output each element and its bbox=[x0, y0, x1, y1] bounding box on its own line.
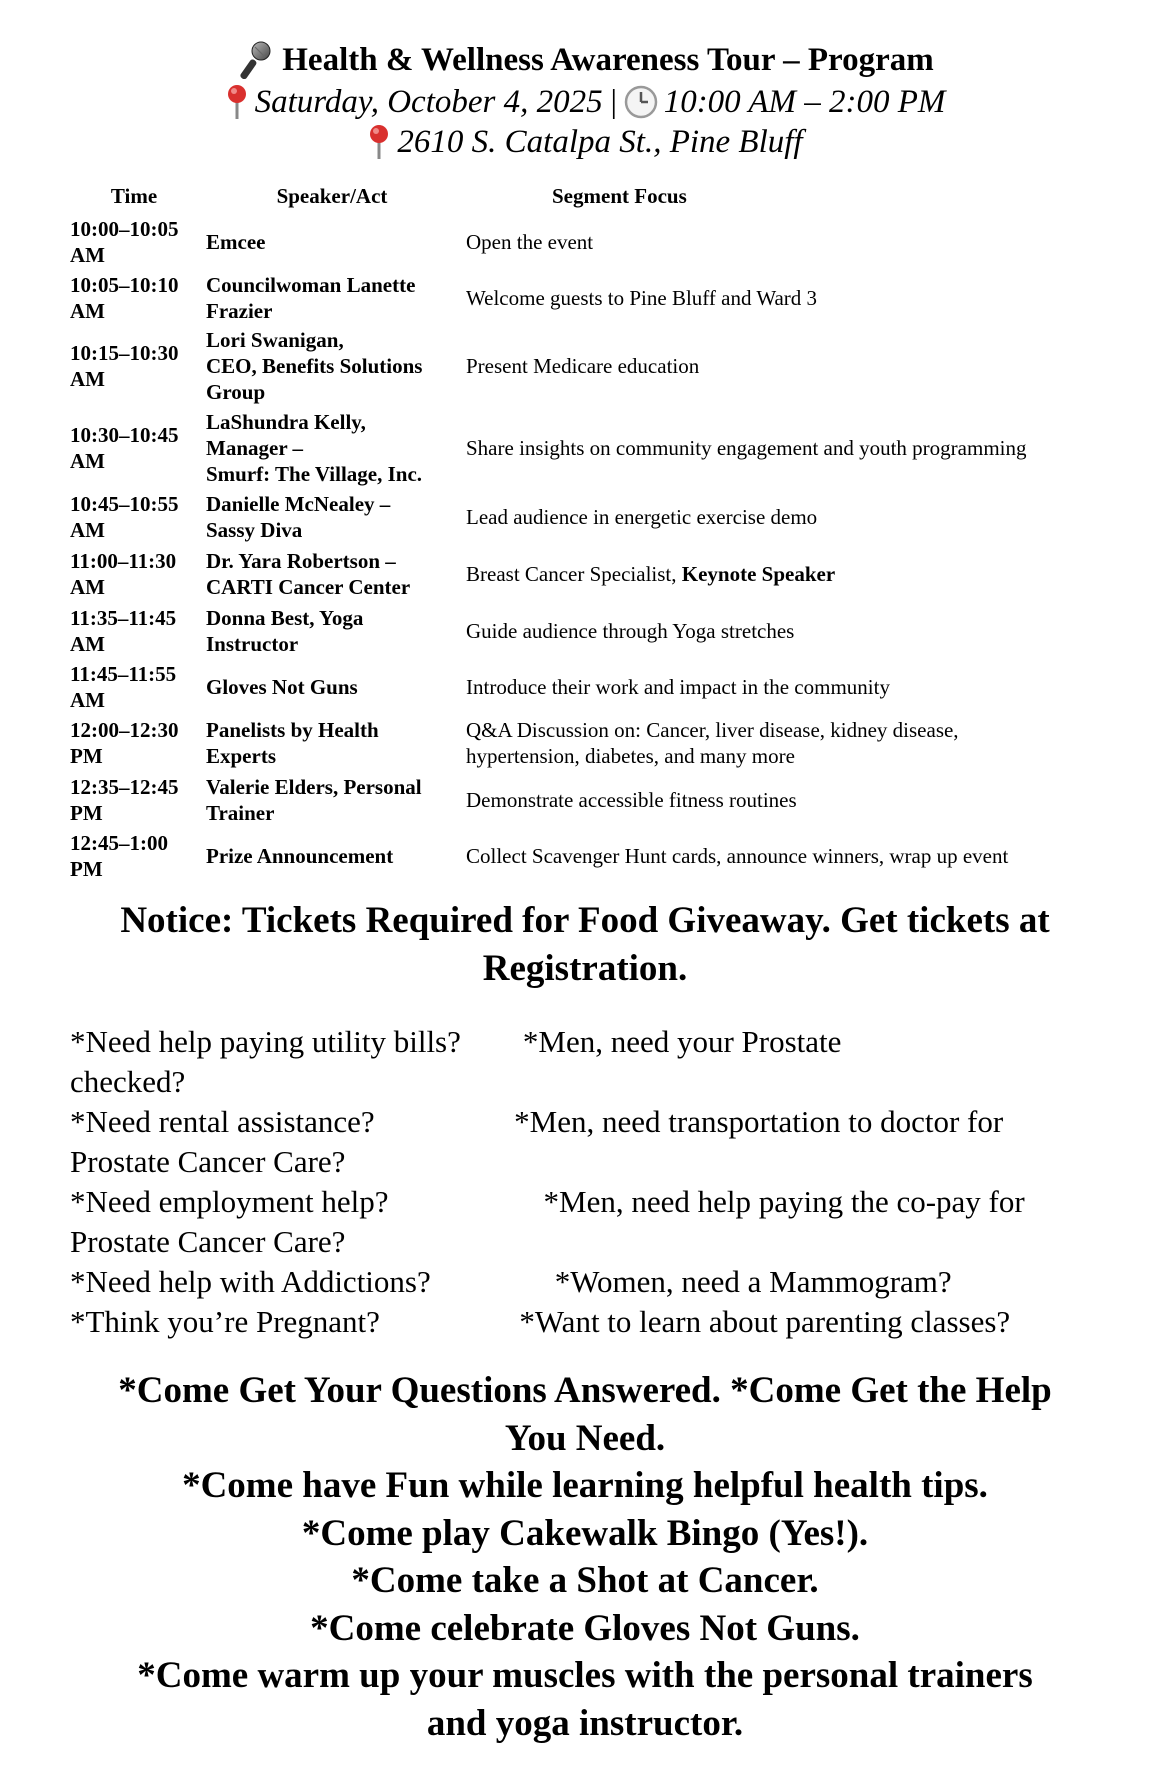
cta-line: *Come have Fun while learning helpful health tips. bbox=[182, 1465, 988, 1506]
focus-cell bbox=[462, 771, 1110, 828]
speaker-cell bbox=[202, 771, 462, 828]
table-header-row bbox=[66, 182, 1110, 214]
table-row bbox=[66, 715, 1110, 771]
services-line: *Need employment help? *Men, need help paying the co-pay for bbox=[70, 1184, 1025, 1219]
table-row bbox=[66, 828, 1110, 883]
speaker-cell-line: CEO, Benefits Solutions bbox=[206, 354, 423, 378]
speaker-cell bbox=[202, 325, 462, 407]
food-giveaway-notice bbox=[60, 897, 1110, 993]
pushpin-icon bbox=[367, 123, 391, 161]
focus-text: Breast Cancer Specialist, bbox=[466, 561, 682, 586]
time-cell bbox=[66, 489, 202, 545]
services-line: *Need help paying utility bills? *Men, need your Prostate bbox=[70, 1024, 842, 1059]
time-cell-line: AM bbox=[70, 298, 105, 323]
time-cell-line: 10:00–10:05 bbox=[70, 217, 179, 241]
time-cell-line: PM bbox=[70, 856, 103, 881]
speaker-cell-line: Lori Swanigan, bbox=[206, 328, 344, 352]
table-row bbox=[66, 325, 1110, 407]
keynote-label: Keynote Speaker bbox=[681, 561, 836, 586]
table-row bbox=[66, 489, 1110, 545]
services-line: Prostate Cancer Care? bbox=[70, 1144, 346, 1179]
time-cell bbox=[66, 214, 202, 270]
speaker-cell bbox=[202, 270, 462, 325]
time-cell-line: 10:15–10:30 bbox=[70, 341, 179, 365]
time-cell-line: AM bbox=[70, 574, 105, 599]
title-text: Health & Wellness Awareness Tour – Program bbox=[282, 42, 934, 78]
speaker-cell-line: LaShundra Kelly, bbox=[206, 410, 366, 434]
focus-cell bbox=[462, 715, 1110, 771]
focus-cell-line: Lead audience in energetic exercise demo bbox=[466, 505, 818, 529]
speaker-cell-line: Group bbox=[206, 380, 266, 404]
time-cell bbox=[66, 270, 202, 325]
flyer-header bbox=[0, 38, 1170, 162]
services-line: Prostate Cancer Care? bbox=[70, 1224, 346, 1259]
focus-cell-line: Open the event bbox=[466, 230, 594, 254]
focus-cell bbox=[462, 270, 1110, 325]
table-row bbox=[66, 659, 1110, 715]
speaker-cell bbox=[202, 407, 462, 489]
focus-cell-line: Share insights on community engagement and youth programming bbox=[466, 436, 1027, 460]
speaker-cell bbox=[202, 828, 462, 883]
speaker-cell-line: Danielle McNealey – bbox=[206, 492, 391, 516]
focus-cell-line: Collect Scavenger Hunt cards, announce winners, wrap up event bbox=[466, 843, 1009, 868]
focus-cell-line: Q&A Discussion on: Cancer, liver disease, kidney disease, bbox=[466, 718, 959, 742]
cta-line: *Come warm up your muscles with the personal trainers bbox=[137, 1655, 1033, 1696]
focus-cell-line: Present Medicare education bbox=[466, 354, 700, 378]
time-cell-line: 11:45–11:55 bbox=[70, 662, 177, 686]
focus-cell bbox=[462, 545, 1110, 602]
cta-line: *Come celebrate Gloves Not Guns. bbox=[310, 1607, 860, 1649]
speaker-cell-line: Emcee bbox=[206, 230, 266, 254]
program-table bbox=[66, 182, 1110, 883]
time-cell bbox=[66, 659, 202, 715]
speaker-cell bbox=[202, 659, 462, 715]
focus-cell-line: hypertension, diabetes, and many more bbox=[466, 744, 795, 768]
speaker-cell bbox=[202, 602, 462, 659]
time-cell-line: 12:35–12:45 bbox=[70, 774, 179, 799]
clock-icon bbox=[624, 85, 658, 119]
focus-cell-line: Demonstrate accessible fitness routines bbox=[466, 787, 797, 812]
address-line bbox=[0, 122, 1170, 162]
speaker-cell-line: Manager – bbox=[206, 436, 304, 460]
call-to-action bbox=[60, 1367, 1110, 1747]
services-list bbox=[70, 1022, 1120, 1342]
cta-line: *Come Get Your Questions Answered. *Come Get the Help bbox=[118, 1370, 1052, 1411]
speaker-cell-line: Gloves Not Guns bbox=[206, 675, 358, 699]
pushpin-icon bbox=[225, 83, 249, 121]
speaker-cell bbox=[202, 715, 462, 771]
speaker-cell-line: Valerie Elders, Personal bbox=[206, 774, 422, 799]
event-date: Saturday, October 4, 2025 bbox=[254, 84, 603, 120]
speaker-cell-line: Prize Announcement bbox=[206, 843, 394, 868]
focus-cell bbox=[462, 214, 1110, 270]
time-cell-line: AM bbox=[70, 243, 105, 267]
focus-cell-line: Introduce their work and impact in the community bbox=[466, 675, 890, 699]
services-line: *Need rental assistance? *Men, need transportation to doctor for bbox=[70, 1104, 1004, 1139]
event-time: 10:00 AM – 2:00 PM bbox=[663, 84, 946, 120]
focus-cell bbox=[462, 407, 1110, 489]
speaker-cell-line: Dr. Yara Robertson – bbox=[206, 548, 396, 573]
speaker-cell-line: Instructor bbox=[206, 631, 299, 656]
speaker-cell-line: Experts bbox=[206, 744, 276, 768]
services-line: checked? bbox=[70, 1064, 186, 1099]
column-header-focus: Segment Focus bbox=[552, 184, 687, 208]
focus-cell-line bbox=[466, 561, 1106, 587]
table-row bbox=[66, 602, 1110, 659]
speaker-cell bbox=[202, 214, 462, 270]
time-cell-line: PM bbox=[70, 800, 103, 825]
time-cell bbox=[66, 602, 202, 659]
column-header-time: Time bbox=[110, 184, 158, 208]
time-cell-line: PM bbox=[70, 744, 103, 768]
time-cell bbox=[66, 407, 202, 489]
time-cell bbox=[66, 715, 202, 771]
speaker-cell-line: Trainer bbox=[206, 800, 275, 825]
services-line: *Need help with Addictions? *Women, need a Mammogram? bbox=[70, 1264, 952, 1299]
speaker-cell-line: Frazier bbox=[206, 298, 273, 323]
focus-cell-line: Guide audience through Yoga stretches bbox=[466, 618, 795, 643]
time-cell-line: 12:00–12:30 bbox=[70, 718, 179, 742]
table-row bbox=[66, 270, 1110, 325]
cta-line: and yoga instructor. bbox=[426, 1702, 744, 1744]
notice-line: Notice: Tickets Required for Food Giveaway. Get tickets at bbox=[120, 900, 1050, 941]
time-cell-line: 10:05–10:10 bbox=[70, 272, 179, 297]
page-title bbox=[0, 38, 1170, 82]
time-cell-line: AM bbox=[70, 631, 105, 656]
column-header-speaker: Speaker/Act bbox=[276, 184, 388, 208]
focus-cell bbox=[462, 325, 1110, 407]
microphone-icon bbox=[236, 41, 272, 79]
separator: | bbox=[608, 84, 618, 120]
speaker-cell bbox=[202, 489, 462, 545]
time-cell-line: 11:35–11:45 bbox=[70, 605, 177, 630]
speaker-cell-line: Sassy Diva bbox=[206, 518, 303, 542]
speaker-cell-line: Councilwoman Lanette bbox=[206, 272, 416, 297]
time-cell-line: 10:45–10:55 bbox=[70, 492, 179, 516]
event-address: 2610 S. Catalpa St., Pine Bluff bbox=[397, 124, 803, 160]
speaker-cell-line: Smurf: The Village, Inc. bbox=[206, 462, 423, 486]
focus-cell-line: Welcome guests to Pine Bluff and Ward 3 bbox=[466, 285, 818, 310]
time-cell bbox=[66, 545, 202, 602]
cta-line: *Come play Cakewalk Bingo (Yes!). bbox=[301, 1512, 869, 1554]
time-cell bbox=[66, 828, 202, 883]
focus-cell bbox=[462, 659, 1110, 715]
speaker-cell bbox=[202, 545, 462, 602]
date-time-line bbox=[0, 82, 1170, 122]
cta-line: *Come take a Shot at Cancer. bbox=[351, 1560, 819, 1601]
time-cell-line: AM bbox=[70, 688, 105, 712]
focus-cell bbox=[462, 489, 1110, 545]
table-row bbox=[66, 407, 1110, 489]
speaker-cell-line: Panelists by Health bbox=[206, 718, 379, 742]
time-cell-line: AM bbox=[70, 518, 105, 542]
time-cell bbox=[66, 325, 202, 407]
speaker-cell-line: CARTI Cancer Center bbox=[206, 574, 411, 599]
services-line: *Think you’re Pregnant? *Want to learn about parenting classes? bbox=[70, 1304, 1011, 1339]
notice-line: Registration. bbox=[482, 948, 688, 989]
focus-cell bbox=[462, 828, 1110, 883]
time-cell-line: 10:30–10:45 bbox=[70, 423, 179, 447]
time-cell bbox=[66, 771, 202, 828]
time-cell-line: AM bbox=[70, 449, 105, 473]
table-row bbox=[66, 545, 1110, 602]
focus-cell bbox=[462, 602, 1110, 659]
speaker-cell-line: Donna Best, Yoga bbox=[206, 605, 364, 630]
cta-line: You Need. bbox=[504, 1417, 666, 1459]
table-row bbox=[66, 214, 1110, 270]
time-cell-line: AM bbox=[70, 367, 105, 391]
time-cell-line: 11:00–11:30 bbox=[70, 548, 177, 573]
table-row bbox=[66, 771, 1110, 828]
time-cell-line: 12:45–1:00 bbox=[70, 830, 168, 855]
